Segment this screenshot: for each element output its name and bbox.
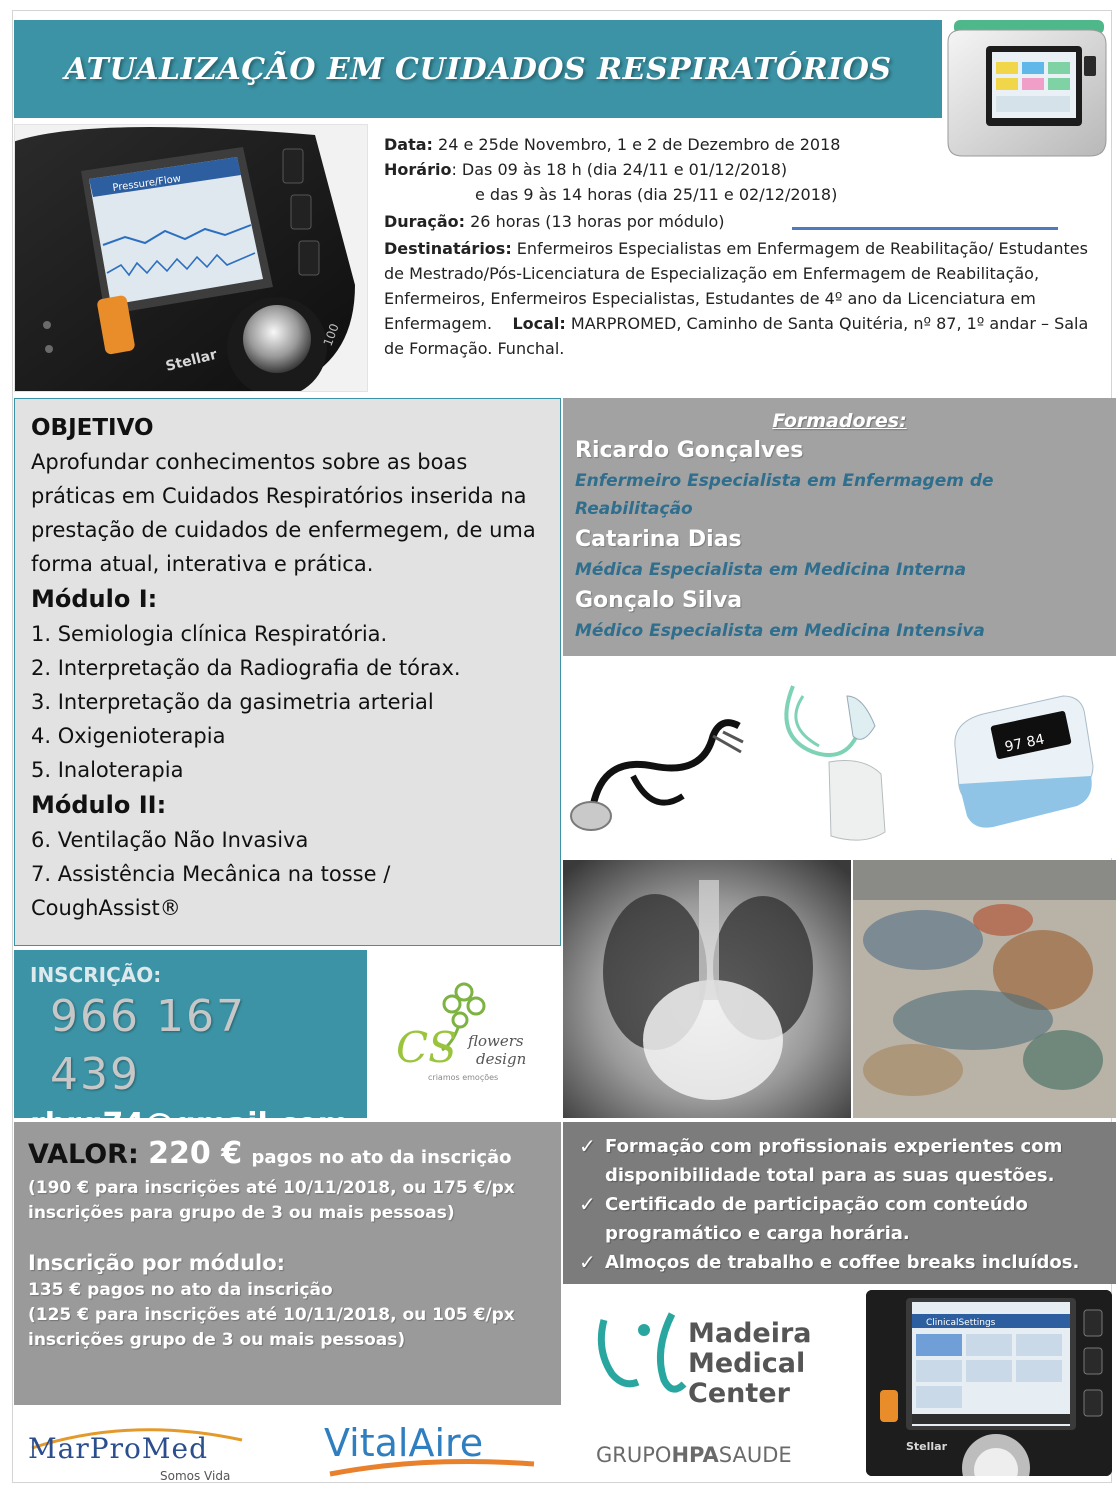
inscricao-label: INSCRIÇÃO: (30, 963, 162, 987)
modulo-price-line: 135 € pagos no ato da inscrição (28, 1280, 333, 1300)
objetivo-panel (14, 398, 561, 946)
valor-amount: 220 € (148, 1136, 243, 1171)
modulo-1-item: 2. Interpretação da Radiografia de tórax. (31, 656, 461, 680)
stellar-clinical-settings-image (866, 1290, 1112, 1476)
marpromed-tagline: Somos Vida (160, 1469, 231, 1483)
equipment-images (563, 656, 1116, 858)
valor-note: pagos no ato da inscrição (251, 1147, 512, 1168)
screen-title: Pressure/Flow (111, 173, 182, 194)
modulo-1-heading: Módulo I: (31, 585, 158, 613)
trainer-name: Catarina Dias (575, 527, 742, 552)
marpromed-wordmark: MarProMed (28, 1432, 208, 1465)
page-title: ATUALIZAÇÃO EM CUIDADOS RESPIRATÓRIOS (64, 51, 892, 87)
trainer-name: Gonçalo Silva (575, 588, 743, 613)
trainer-role: Enfermeiro Especialista em Enfermagem de Reabilitação (575, 471, 994, 519)
device-brand: Stellar (164, 346, 219, 375)
benefit-text: Almoços de trabalho e coffee breaks incluídos. (605, 1252, 1080, 1273)
modulo-1-item: 1. Semiologia clínica Respiratória. (31, 622, 388, 646)
formadores-panel (563, 398, 1116, 656)
stellar-ventilator-image (14, 124, 368, 392)
trainer-role: Médica Especialista em Medicina Interna (575, 560, 967, 580)
horario-label: Horário (384, 160, 452, 179)
event-info (384, 132, 1104, 361)
phone-number[interactable]: 966 167 439 (50, 991, 246, 1100)
cs-design: design (476, 1050, 527, 1068)
cs-tagline: criamos emoções (428, 1073, 499, 1082)
benefit-text: Formação com profissionais experientes com disponibilidade total para as suas questões. (605, 1136, 1063, 1186)
local-value: MARPROMED, Caminho de Santa Quitéria, nº 87, 1º andar – Sala de Formação. Funchal. (384, 314, 1089, 358)
modulo-2-item: 6. Ventilação Não Invasiva (31, 828, 309, 852)
modulo-price-line: (125 € para inscrições até 10/11/2018, ou 105 €/px (28, 1305, 515, 1325)
benefit-text: Certificado de participação com conteúdo programático e carga horária. (605, 1194, 1028, 1244)
chest-xray-image (563, 860, 851, 1118)
destinatarios-value: Enfermeiros Especialistas em Enfermagem de Reabilitação/ Estudantes de Mestrado/Pós-Licenciatura de Especialização em Enfermagem de Reabilitação, Enfermeiros, Enfermeiros Especialistas, Estudantes de 4º ano da Licenciatura em Enfermagem. (384, 239, 1088, 333)
divider-line (792, 227, 1058, 230)
modulo-price-heading: Inscrição por módulo: (28, 1251, 286, 1275)
mmc-line-1: Madeira (688, 1318, 812, 1349)
marpromed-logo (22, 1418, 252, 1484)
duracao-label: Duração: (384, 212, 466, 231)
oximeter-reading: 97 84 (1003, 731, 1046, 756)
stethoscope-icon (571, 723, 743, 830)
modulo-2-item: CoughAssist® (31, 896, 181, 920)
valor-label: VALOR: (28, 1139, 139, 1170)
valor-panel (14, 1122, 561, 1405)
modulo-1-item: 4. Oxigenioterapia (31, 724, 226, 748)
modulo-2-item: 7. Assistência Mecânica na tosse / (31, 862, 391, 886)
benefit-item (579, 1248, 1106, 1277)
modulo-price-line: inscrições grupo de 3 ou mais pessoas) (28, 1330, 406, 1350)
checkmark-icon: ✓ (579, 1192, 596, 1216)
abstract-image (853, 860, 1116, 1118)
duracao-value: 26 horas (13 horas por módulo) (465, 212, 725, 231)
benefit-item (579, 1132, 1106, 1190)
device-brand: Stellar (906, 1440, 948, 1453)
modulo-1-item: 5. Inaloterapia (31, 758, 184, 782)
checkmark-icon: ✓ (579, 1250, 596, 1274)
vitalaire-logo (322, 1412, 544, 1486)
cs-flowers-design-logo (392, 980, 542, 1090)
objetivo-text: Aprofundar conhecimentos sobre as boas práticas em Cuidados Respiratórios inserida na prestação de cuidados de enfermegem, de uma forma atual, interativa e prática. (31, 450, 536, 576)
modulo-2-heading: Módulo II: (31, 791, 167, 819)
cs-letters: CS (396, 1023, 457, 1072)
trainer-role: Médico Especialista em Medicina Intensiva (575, 621, 985, 641)
data-value: 24 e 25de Novembro, 1 e 2 de Dezembro de 2018 (432, 135, 841, 154)
formadores-heading: Formadores: (772, 410, 907, 432)
oxygen-mask-icon (786, 686, 885, 840)
benefit-item (579, 1190, 1106, 1248)
data-label: Data: (384, 135, 433, 154)
mmc-line-3: Center (688, 1378, 790, 1409)
screen-title: ClinicalSettings (926, 1318, 996, 1328)
checkmark-icon: ✓ (579, 1134, 596, 1158)
modulo-1-item: 3. Interpretação da gasimetria arterial (31, 690, 434, 714)
cs-flowers: flowers (468, 1032, 524, 1050)
valor-line: inscrições para grupo de 3 ou mais pessoas) (28, 1203, 455, 1223)
objetivo-heading: OBJETIVO (31, 415, 154, 441)
benefits-panel (563, 1122, 1116, 1284)
madeira-medical-center-logo (590, 1300, 840, 1470)
inscricao-panel (14, 950, 367, 1118)
horario-value-2: e das 9 às 14 horas (dia 25/11 e 02/12/2018) (475, 185, 838, 204)
destinatarios-label: Destinatários: (384, 239, 512, 258)
vitalaire-wordmark: VitalAire (324, 1421, 484, 1465)
trainer-name: Ricardo Gonçalves (575, 438, 804, 463)
title-banner (14, 20, 942, 118)
valor-line: (190 € para inscrições até 10/11/2018, ou 175 €/px (28, 1178, 515, 1198)
device-model: 100 (320, 321, 342, 349)
horario-value: : Das 09 às 18 h (dia 24/11 e 01/12/2018) (451, 160, 788, 179)
pulse-oximeter-icon (955, 696, 1093, 828)
local-label: Local: (512, 314, 566, 333)
mmc-line-2: Medical (688, 1348, 806, 1379)
grupo-hpa-saude: GRUPOHPASAUDE (596, 1443, 792, 1467)
